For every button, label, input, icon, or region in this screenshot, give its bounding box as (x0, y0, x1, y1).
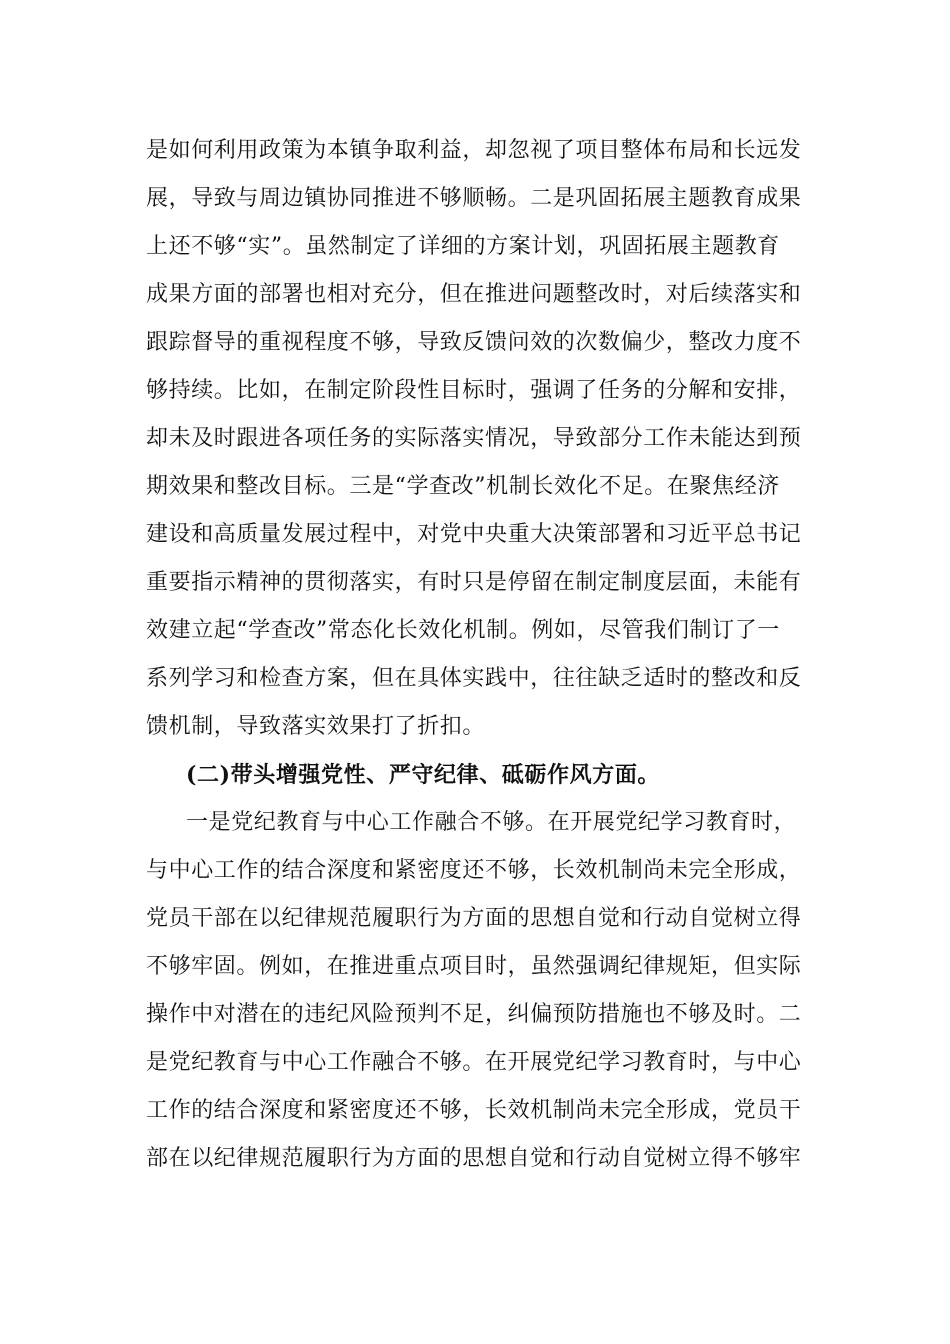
paragraph-line: 操作中对潜在的违纪风险预判不足，纠偏预防措施也不够及时。二 (146, 1002, 802, 1027)
paragraph-line: 效建立起“学查改”常态化长效化机制。例如，尽管我们制订了一 (146, 618, 780, 643)
paragraph-line: 展，导致与周边镇协同推进不够顺畅。二是巩固拓展主题教育成果 (146, 186, 802, 211)
paragraph-line: 工作的结合深度和紧密度还不够，长效机制尚未完全形成，党员干 (146, 1098, 802, 1123)
paragraph-line: 跟踪督导的重视程度不够，导致反馈问效的次数偏少，整改力度不 (146, 330, 802, 355)
paragraph-line: 与中心工作的结合深度和紧密度还不够，长效机制尚未完全形成， (146, 858, 802, 883)
paragraph-line: 是如何利用政策为本镇争取利益，却忽视了项目整体布局和长远发 (146, 138, 802, 163)
paragraph-line: 却未及时跟进各项任务的实际落实情况，导致部分工作未能达到预 (146, 426, 802, 451)
paragraph-line: 不够牢固。例如，在推进重点项目时，虽然强调纪律规矩，但实际 (146, 954, 802, 979)
paragraph-line: 建设和高质量发展过程中，对党中央重大决策部署和习近平总书记 (146, 522, 802, 547)
section-heading: (二)带头增强党性、严守纪律、砥砺作风方面。 (186, 762, 661, 788)
paragraph-line: 党员干部在以纪律规范履职行为方面的思想自觉和行动自觉树立得 (146, 906, 802, 931)
paragraph-line: 部在以纪律规范履职行为方面的思想自觉和行动自觉树立得不够牢 (146, 1146, 802, 1171)
paragraph-line: 是党纪教育与中心工作融合不够。在开展党纪学习教育时，与中心 (146, 1050, 802, 1075)
paragraph-line: 馈机制，导致落实效果打了折扣。 (146, 714, 486, 739)
paragraph-line: 成果方面的部署也相对充分，但在推进问题整改时，对后续落实和 (146, 282, 802, 307)
paragraph-line: 上还不够“实”。虽然制定了详细的方案计划，巩固拓展主题教育 (146, 234, 780, 259)
paragraph-line: 一是党纪教育与中心工作融合不够。在开展党纪学习教育时， (186, 810, 797, 835)
paragraph-line: 期效果和整改目标。三是“学查改”机制长效化不足。在聚焦经济 (146, 474, 780, 499)
paragraph-line: 系列学习和检查方案，但在具体实践中，往往缺乏适时的整改和反 (146, 666, 802, 691)
paragraph-line: 够持续。比如，在制定阶段性目标时，强调了任务的分解和安排， (146, 378, 802, 403)
paragraph-line: 重要指示精神的贯彻落实，有时只是停留在制定制度层面，未能有 (146, 570, 802, 595)
